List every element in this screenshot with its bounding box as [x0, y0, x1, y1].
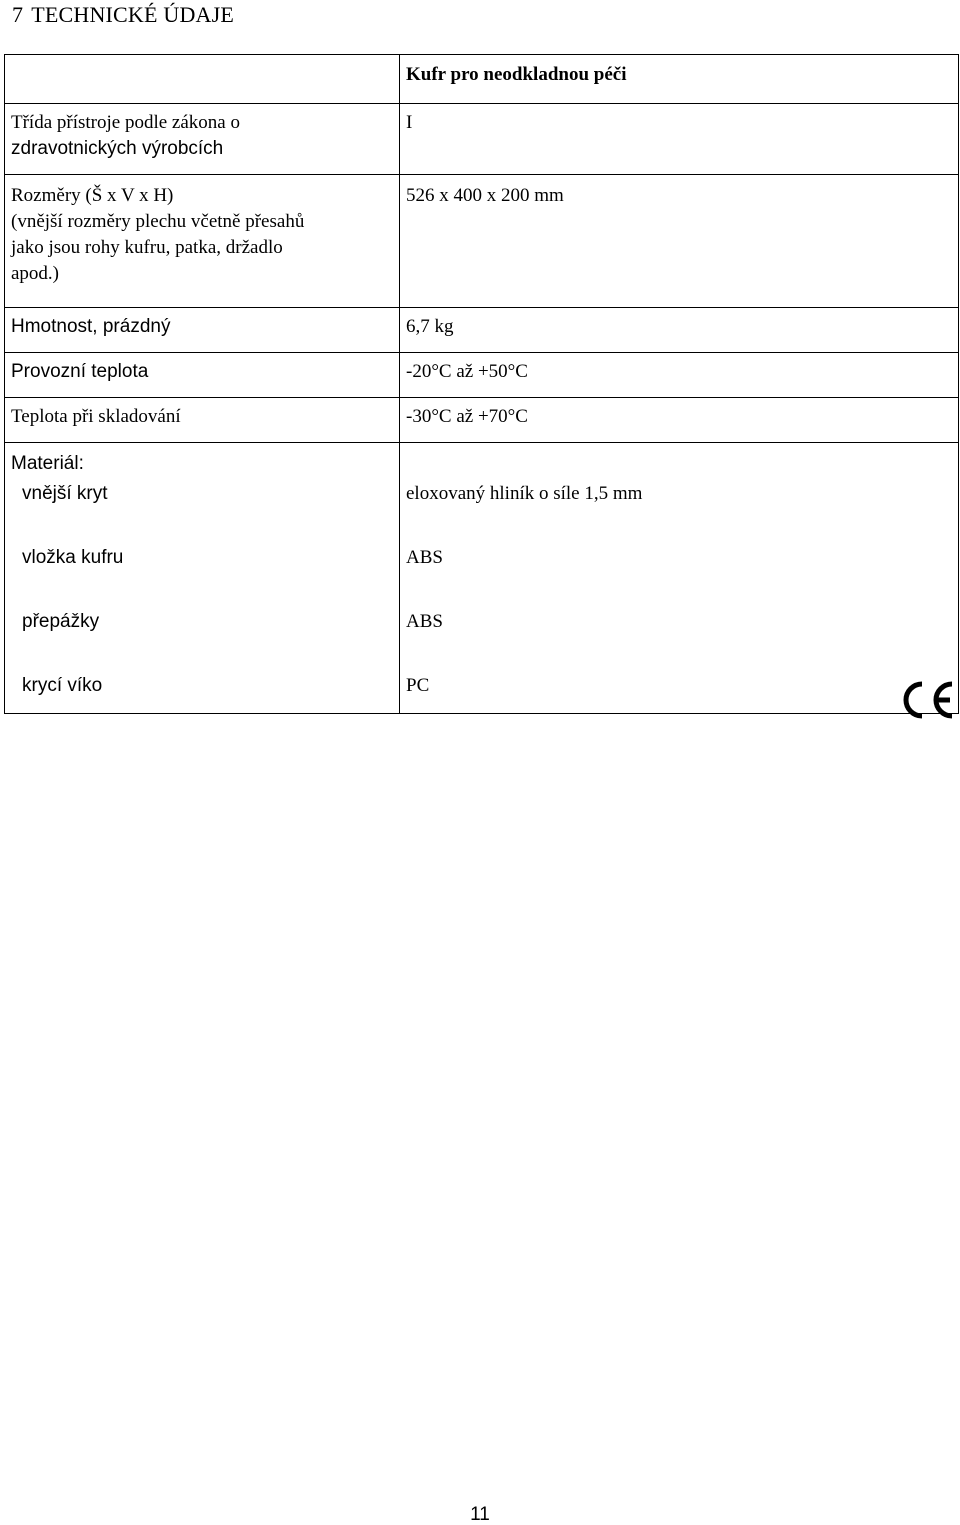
dimensions-label: Rozměry (Š x V x H) (vnější rozměry plechu včetně přesahů jako jsou rohy kufru, patka, držadlo apod.): [5, 175, 400, 308]
material-value-cell: [400, 443, 959, 714]
table-row: [5, 398, 959, 443]
table-row: [5, 175, 959, 308]
material-value-dividers: ABS: [406, 611, 443, 632]
table-header-row: [5, 55, 959, 104]
material-item-cover-lid: krycí víko: [22, 675, 103, 696]
weight-label: Hmotnost, prázdný: [5, 308, 400, 353]
page-number: 11: [470, 1504, 490, 1525]
technical-data-table: [4, 54, 959, 714]
weight-value: 6,7 kg: [400, 308, 959, 353]
table-row: [5, 353, 959, 398]
operating-temp-value: -20°C až +50°C: [400, 353, 959, 398]
section-number: 7: [12, 2, 24, 27]
operating-temp-label: Provozní teplota: [5, 353, 400, 398]
material-item-case-insert: vložka kufru: [22, 547, 124, 568]
material-value-cover-lid: PC: [406, 675, 430, 696]
material-value-case-insert: ABS: [406, 547, 443, 568]
device-class-label: Třída přístroje podle zákona o zdravotnických výrobcích: [5, 104, 400, 175]
header-product-name: Kufr pro neodkladnou péči: [400, 55, 959, 104]
material-item-dividers: přepážky: [22, 611, 100, 632]
material-item-outer-cover: vnější kryt: [22, 483, 108, 504]
material-label-cell: [5, 443, 400, 714]
header-empty-cell: [5, 55, 400, 104]
dimensions-value: 526 x 400 x 200 mm: [400, 175, 959, 308]
storage-temp-value: -30°C až +70°C: [400, 398, 959, 443]
section-heading: [12, 2, 234, 28]
material-label: Materiál:: [11, 453, 84, 474]
table-row: [5, 104, 959, 175]
table-row: [5, 443, 959, 714]
device-class-value: I: [400, 104, 959, 175]
storage-temp-label: Teplota při skladování: [5, 398, 400, 443]
table-row: [5, 308, 959, 353]
ce-mark-icon: [898, 678, 956, 722]
section-title: TECHNICKÉ ÚDAJE: [31, 2, 235, 27]
material-value-outer-cover: eloxovaný hliník o síle 1,5 mm: [406, 483, 643, 504]
